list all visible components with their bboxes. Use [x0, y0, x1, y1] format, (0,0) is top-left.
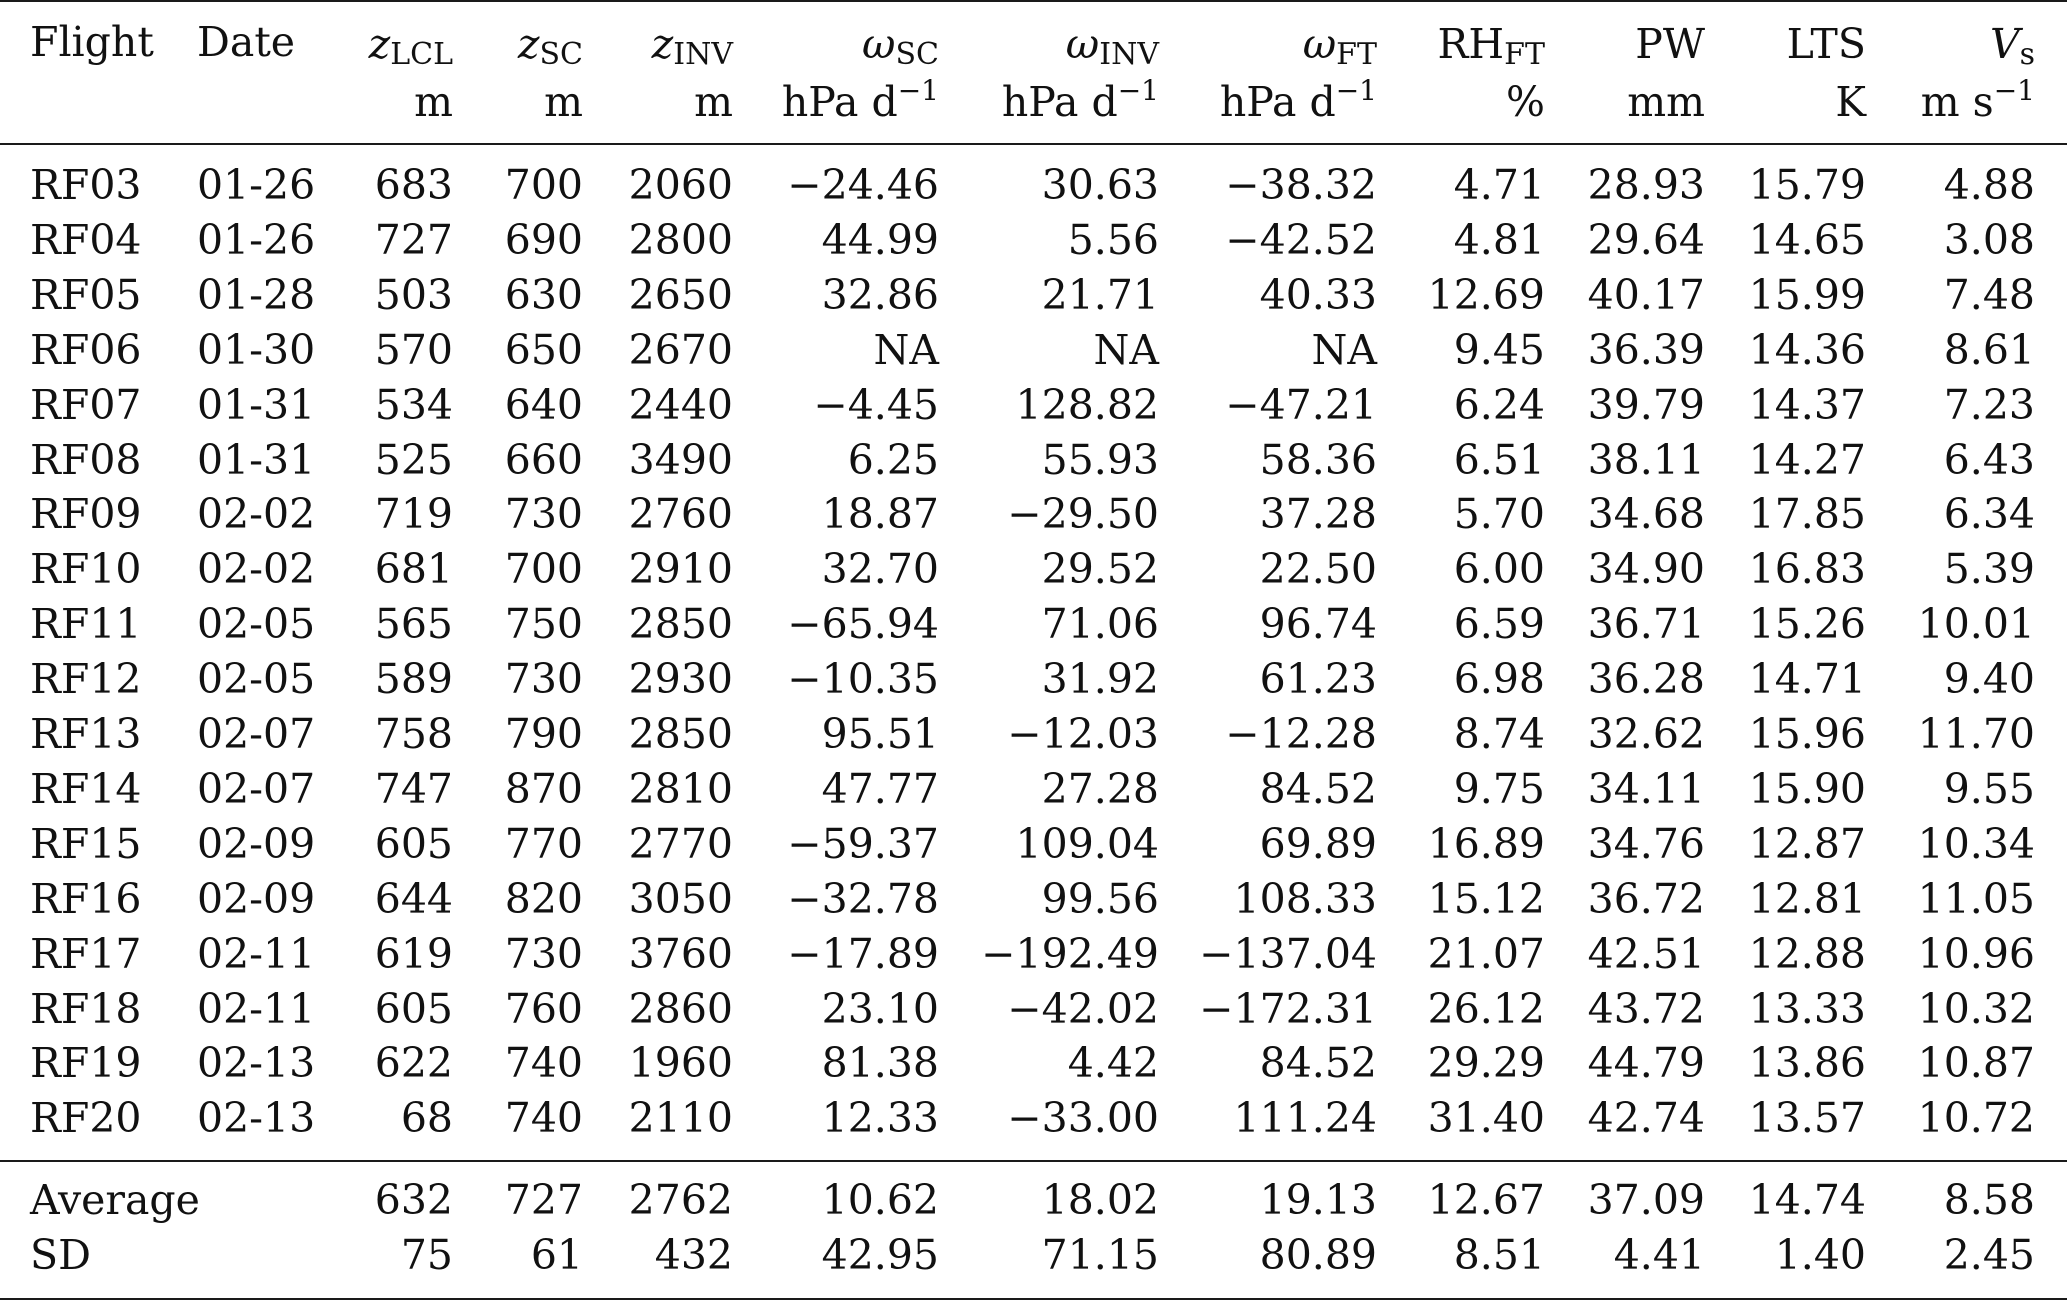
cell-omega-inv: 109.04: [1015, 819, 1159, 868]
cell-omega-inv: 99.56: [1041, 874, 1159, 923]
cell-rh-ft: 6.51: [1453, 435, 1545, 484]
header-omega-sc-subscript: SC: [895, 37, 939, 72]
cell-omega-sc: −32.78: [787, 874, 939, 923]
cell-omega-inv: −12.03: [1007, 710, 1159, 758]
cell-date: 01-28: [197, 270, 316, 319]
cell-z-inv: 1960: [628, 1039, 733, 1088]
cell-z-inv: 2800: [628, 215, 733, 264]
cell-pw: 29.64: [1587, 215, 1705, 264]
cell-omega-inv: 71.15: [1041, 1231, 1159, 1279]
header-omega-sc-unit: [781, 74, 939, 126]
cell-lts: 1.40: [1774, 1231, 1866, 1279]
cell-vs: 9.40: [1943, 655, 2035, 704]
cell-lts: 15.26: [1748, 600, 1866, 649]
cell-omega-inv: 71.06: [1041, 600, 1159, 649]
cell-omega-sc: 47.77: [821, 764, 939, 813]
cell-omega-inv: 18.02: [1041, 1176, 1159, 1224]
cell-omega-ft: −42.52: [1225, 215, 1377, 264]
header-rh-ft-unit: %: [1506, 78, 1545, 126]
header-omega-ft-unit: [1219, 74, 1377, 126]
cell-omega-sc: 6.25: [847, 435, 939, 484]
cell-z-sc: 61: [530, 1231, 583, 1279]
cell-omega-ft: 108.33: [1233, 874, 1377, 923]
cell-pw: 44.79: [1587, 1039, 1705, 1088]
cell-vs: 2.45: [1943, 1231, 2035, 1279]
cell-vs: 7.23: [1943, 380, 2035, 429]
cell-z-sc: 730: [504, 929, 583, 978]
cell-pw: 36.28: [1587, 655, 1705, 704]
header-vs-symbol: V: [1989, 20, 2020, 68]
cell-omega-ft: 84.52: [1259, 1039, 1377, 1088]
cell-omega-inv: −33.00: [1007, 1094, 1159, 1143]
cell-omega-sc: −24.46: [787, 161, 939, 209]
cell-omega-inv: 31.92: [1041, 655, 1159, 704]
cell-vs: 6.43: [1943, 435, 2035, 484]
cell-omega-inv: −42.02: [1007, 984, 1159, 1033]
cell-date: 02-02: [197, 490, 316, 539]
cell-pw: 38.11: [1587, 435, 1705, 484]
cell-z-lcl: 525: [374, 435, 453, 484]
header-omega-ft-unit-exponent: −1: [1335, 74, 1377, 107]
cell-z-lcl: 68: [400, 1094, 453, 1143]
cell-lts: 13.86: [1748, 1039, 1866, 1088]
cell-z-lcl: 565: [374, 600, 453, 649]
cell-lts: 16.83: [1748, 545, 1866, 594]
cell-z-sc: 770: [504, 819, 583, 868]
cell-lts: 14.71: [1748, 655, 1866, 704]
cell-pw: 43.72: [1587, 984, 1705, 1033]
cell-flight: RF04: [30, 215, 142, 264]
cell-omega-inv: 27.28: [1041, 764, 1159, 813]
cell-rh-ft: 6.59: [1453, 600, 1545, 649]
header-z-sc-subscript: SC: [539, 37, 583, 72]
header-omega-inv-subscript: INV: [1099, 37, 1159, 72]
cell-z-sc: 760: [504, 984, 583, 1033]
cell-z-sc: 740: [504, 1039, 583, 1088]
cell-omega-inv: 128.82: [1015, 380, 1159, 429]
cell-flight: RF18: [30, 984, 142, 1033]
cell-omega-sc: −65.94: [787, 600, 939, 649]
header-omega-inv-unit: [1001, 74, 1159, 126]
cell-vs: 8.58: [1943, 1176, 2035, 1224]
cell-z-inv: 2670: [628, 325, 733, 374]
cell-vs: 3.08: [1943, 215, 2035, 264]
cell-pw: 42.51: [1587, 929, 1705, 978]
cell-lts: 12.81: [1748, 874, 1866, 923]
cell-z-lcl: 747: [374, 764, 453, 813]
cell-omega-ft: −172.31: [1199, 984, 1377, 1033]
cell-z-lcl: 719: [374, 490, 453, 539]
cell-omega-ft: 37.28: [1259, 490, 1377, 539]
cell-vs: 4.88: [1943, 161, 2035, 209]
cell-omega-sc: NA: [873, 325, 939, 374]
cell-rh-ft: 12.69: [1427, 270, 1545, 319]
cell-z-sc: 750: [504, 600, 583, 649]
cell-date: 02-02: [197, 545, 316, 594]
cell-vs: 10.32: [1917, 984, 2035, 1033]
cell-vs: 10.87: [1917, 1039, 2035, 1088]
cell-z-sc: 630: [504, 270, 583, 319]
cell-rh-ft: 12.67: [1427, 1176, 1545, 1224]
cell-z-sc: 700: [504, 161, 583, 209]
cell-omega-sc: −10.35: [787, 655, 939, 704]
cell-z-lcl: 589: [374, 655, 453, 704]
cell-flight: RF08: [30, 435, 142, 484]
cell-omega-ft: −12.28: [1225, 710, 1377, 758]
cell-z-inv: 2650: [628, 270, 733, 319]
cell-z-inv: 2860: [628, 984, 733, 1033]
cell-lts: 14.27: [1748, 435, 1866, 484]
cell-pw: 34.90: [1587, 545, 1705, 594]
cell-pw: 40.17: [1587, 270, 1705, 319]
cell-lts: 12.88: [1748, 929, 1866, 978]
cell-vs: 11.05: [1917, 874, 2035, 923]
cell-rh-ft: 5.70: [1453, 490, 1545, 539]
cell-z-inv: 2762: [628, 1176, 733, 1224]
cell-date: 02-11: [197, 929, 316, 978]
cell-omega-inv: 21.71: [1041, 270, 1159, 319]
cell-omega-ft: 61.23: [1259, 655, 1377, 704]
cell-pw: 36.39: [1587, 325, 1705, 374]
cell-z-lcl: 619: [374, 929, 453, 978]
cell-pw: 36.72: [1587, 874, 1705, 923]
header-pw: PW: [1635, 20, 1705, 68]
cell-z-lcl: 570: [374, 325, 453, 374]
cell-rh-ft: 9.75: [1453, 764, 1545, 813]
cell-omega-ft: 69.89: [1259, 819, 1377, 868]
cell-z-lcl: 622: [374, 1039, 453, 1088]
header-z-inv-unit: m: [694, 78, 733, 126]
cell-z-sc: 640: [504, 380, 583, 429]
cell-lts: 15.96: [1748, 710, 1866, 758]
header-vs-unit: [1920, 74, 2035, 126]
cell-flight: RF20: [30, 1094, 142, 1143]
cell-date: 01-31: [197, 435, 316, 484]
cell-flight: RF11: [30, 600, 142, 649]
cell-omega-ft: 58.36: [1259, 435, 1377, 484]
header-vs: [1989, 20, 2035, 72]
cell-date: 02-07: [197, 710, 316, 758]
cell-lts: 12.87: [1748, 819, 1866, 868]
cell-omega-ft: −47.21: [1225, 380, 1377, 429]
cell-z-inv: 2930: [628, 655, 733, 704]
cell-z-lcl: 75: [400, 1231, 453, 1279]
header-vs-unit-text: m s: [1920, 78, 1994, 126]
cell-vs: 6.34: [1943, 490, 2035, 539]
cell-rh-ft: 4.81: [1453, 215, 1545, 264]
cell-omega-sc: 12.33: [821, 1094, 939, 1143]
header-omega-sc-unit-text: hPa d: [781, 78, 898, 126]
header-omega-sc-unit-exponent: −1: [897, 74, 939, 107]
cell-vs: 9.55: [1943, 764, 2035, 813]
cell-date: 01-30: [197, 325, 316, 374]
cell-flight: RF12: [30, 655, 142, 704]
cell-rh-ft: 16.89: [1427, 819, 1545, 868]
cell-lts: 15.99: [1748, 270, 1866, 319]
header-z-sc: [517, 20, 583, 72]
cell-rh-ft: 6.24: [1453, 380, 1545, 429]
cell-flight: RF03: [30, 161, 142, 209]
cell-date: 02-07: [197, 764, 316, 813]
cell-flight: RF16: [30, 874, 142, 923]
cell-rh-ft: 15.12: [1427, 874, 1545, 923]
cell-z-lcl: 758: [374, 710, 453, 758]
cell-flight: RF14: [30, 764, 142, 813]
cell-omega-inv: 5.56: [1067, 215, 1159, 264]
cell-pw: 37.09: [1587, 1176, 1705, 1224]
cell-omega-sc: −59.37: [787, 819, 939, 868]
cell-z-lcl: 683: [374, 161, 453, 209]
cell-z-sc: 660: [504, 435, 583, 484]
cell-flight: Average: [30, 1176, 200, 1224]
header-z-sc-unit: m: [544, 78, 583, 126]
cell-z-sc: 690: [504, 215, 583, 264]
header-flight: Flight: [30, 18, 154, 66]
cell-flight: SD: [30, 1231, 91, 1279]
header-rh-ft: [1437, 20, 1545, 72]
cell-date: 02-13: [197, 1094, 316, 1143]
cell-z-lcl: 605: [374, 984, 453, 1033]
header-omega-sc-symbol: ω: [862, 20, 896, 68]
cell-z-sc: 820: [504, 874, 583, 923]
cell-omega-ft: 80.89: [1259, 1231, 1377, 1279]
cell-z-inv: 3760: [628, 929, 733, 978]
cell-rh-ft: 9.45: [1453, 325, 1545, 374]
cell-omega-inv: NA: [1093, 325, 1159, 374]
header-vs-unit-exponent: −1: [1993, 74, 2035, 107]
cell-omega-sc: −17.89: [787, 929, 939, 978]
cell-rh-ft: 26.12: [1427, 984, 1545, 1033]
cell-z-inv: 2760: [628, 490, 733, 539]
header-omega-ft-symbol: ω: [1302, 20, 1337, 68]
cell-z-lcl: 681: [374, 545, 453, 594]
cell-lts: 15.90: [1748, 764, 1866, 813]
header-omega-ft: [1302, 20, 1377, 72]
cell-z-lcl: 534: [374, 380, 453, 429]
cell-omega-sc: 44.99: [821, 215, 939, 264]
top-rule: [0, 0, 2067, 2]
cell-flight: RF17: [30, 929, 142, 978]
cell-date: 02-05: [197, 600, 316, 649]
cell-z-inv: 3050: [628, 874, 733, 923]
header-z-inv-subscript: INV: [673, 37, 733, 72]
cell-date: 02-13: [197, 1039, 316, 1088]
cell-omega-inv: 29.52: [1041, 545, 1159, 594]
cell-pw: 34.76: [1587, 819, 1705, 868]
cell-date: 01-31: [197, 380, 316, 429]
cell-pw: 36.71: [1587, 600, 1705, 649]
cell-pw: 39.79: [1587, 380, 1705, 429]
cell-z-inv: 2110: [628, 1094, 733, 1143]
header-omega-inv-unit-text: hPa d: [1001, 78, 1118, 126]
cell-omega-sc: 81.38: [821, 1039, 939, 1088]
cell-omega-sc: 95.51: [821, 710, 939, 758]
cell-z-sc: 740: [504, 1094, 583, 1143]
cell-flight: RF09: [30, 490, 142, 539]
cell-omega-sc: 32.70: [821, 545, 939, 594]
header-lts-unit: K: [1835, 78, 1866, 126]
cell-z-inv: 432: [654, 1231, 733, 1279]
cell-z-sc: 730: [504, 490, 583, 539]
cell-pw: 34.11: [1587, 764, 1705, 813]
cell-flight: RF06: [30, 325, 142, 374]
cell-date: 02-09: [197, 819, 316, 868]
header-rh-ft-subscript: FT: [1504, 37, 1545, 72]
cell-z-inv: 2810: [628, 764, 733, 813]
cell-z-inv: 2770: [628, 819, 733, 868]
cell-omega-inv: 30.63: [1041, 161, 1159, 209]
cell-date: 02-09: [197, 874, 316, 923]
cell-vs: 5.39: [1943, 545, 2035, 594]
cell-omega-sc: 18.87: [821, 490, 939, 539]
cell-omega-ft: 40.33: [1259, 270, 1377, 319]
header-date: Date: [197, 18, 296, 66]
cell-lts: 13.33: [1748, 984, 1866, 1033]
cell-omega-inv: −29.50: [1007, 490, 1159, 539]
cell-z-inv: 2440: [628, 380, 733, 429]
cell-vs: 10.96: [1917, 929, 2035, 978]
cell-omega-ft: −38.32: [1225, 161, 1377, 209]
cell-omega-inv: 55.93: [1041, 435, 1159, 484]
header-pw-unit: mm: [1627, 78, 1705, 126]
cell-vs: 7.48: [1943, 270, 2035, 319]
cell-rh-ft: 21.07: [1427, 929, 1545, 978]
cell-date: 01-26: [197, 215, 316, 264]
header-vs-subscript: s: [2019, 37, 2035, 72]
header-z-inv-symbol: z: [651, 20, 674, 68]
cell-lts: 14.37: [1748, 380, 1866, 429]
cell-vs: 11.70: [1917, 710, 2035, 758]
bottom-rule: [0, 1298, 2067, 1300]
cell-omega-sc: 10.62: [821, 1176, 939, 1224]
cell-z-lcl: 632: [374, 1176, 453, 1224]
cell-flight: RF05: [30, 270, 142, 319]
cell-z-inv: 2910: [628, 545, 733, 594]
cell-omega-sc: 42.95: [821, 1231, 939, 1279]
cell-rh-ft: 4.71: [1453, 161, 1545, 209]
header-z-lcl-symbol: z: [368, 20, 391, 68]
header-omega-sc: [862, 20, 939, 72]
cell-rh-ft: 6.00: [1453, 545, 1545, 594]
cell-lts: 13.57: [1748, 1094, 1866, 1143]
cell-z-sc: 730: [504, 655, 583, 704]
cell-z-sc: 870: [504, 764, 583, 813]
header-z-lcl-subscript: LCL: [390, 37, 453, 72]
header-omega-ft-unit-text: hPa d: [1219, 78, 1336, 126]
cell-omega-ft: NA: [1311, 325, 1377, 374]
cell-flight: RF07: [30, 380, 142, 429]
cell-rh-ft: 6.98: [1453, 655, 1545, 704]
cell-pw: 4.41: [1613, 1231, 1705, 1279]
cell-omega-ft: 96.74: [1259, 600, 1377, 649]
cell-z-inv: 2850: [628, 710, 733, 758]
cell-pw: 32.62: [1587, 710, 1705, 758]
cell-vs: 8.61: [1943, 325, 2035, 374]
cell-z-lcl: 644: [374, 874, 453, 923]
cell-omega-ft: 22.50: [1259, 545, 1377, 594]
header-omega-inv-unit-exponent: −1: [1117, 74, 1159, 107]
summary-rule: [0, 1160, 2067, 1162]
cell-rh-ft: 8.74: [1453, 710, 1545, 758]
header-omega-ft-subscript: FT: [1336, 37, 1377, 72]
cell-omega-inv: 4.42: [1067, 1039, 1159, 1088]
header-omega-inv-symbol: ω: [1065, 20, 1100, 68]
cell-lts: 17.85: [1748, 490, 1866, 539]
cell-vs: 10.01: [1917, 600, 2035, 649]
cell-lts: 14.65: [1748, 215, 1866, 264]
cell-lts: 14.74: [1748, 1176, 1866, 1224]
cell-pw: 28.93: [1587, 161, 1705, 209]
cell-omega-sc: 32.86: [821, 270, 939, 319]
cell-rh-ft: 31.40: [1427, 1094, 1545, 1143]
cell-vs: 10.72: [1917, 1094, 2035, 1143]
cell-flight: RF19: [30, 1039, 142, 1088]
cell-omega-ft: 19.13: [1259, 1176, 1377, 1224]
header-z-lcl-unit: m: [414, 78, 453, 126]
cell-z-lcl: 605: [374, 819, 453, 868]
cell-z-sc: 790: [504, 710, 583, 758]
header-z-inv: [651, 20, 733, 72]
header-z-lcl: [368, 20, 453, 72]
cell-flight: RF10: [30, 545, 142, 594]
cell-date: 02-11: [197, 984, 316, 1033]
header-rh-ft-symbol: RH: [1437, 20, 1505, 68]
cell-omega-ft: 84.52: [1259, 764, 1377, 813]
cell-z-sc: 727: [504, 1176, 583, 1224]
header-lts: LTS: [1786, 20, 1866, 68]
cell-z-sc: 650: [504, 325, 583, 374]
cell-omega-inv: −192.49: [981, 929, 1159, 978]
header-z-sc-symbol: z: [517, 20, 540, 68]
cell-z-lcl: 503: [374, 270, 453, 319]
cell-flight: RF15: [30, 819, 142, 868]
header-rule: [0, 143, 2067, 145]
cell-pw: 34.68: [1587, 490, 1705, 539]
cell-lts: 15.79: [1748, 161, 1866, 209]
cell-rh-ft: 29.29: [1427, 1039, 1545, 1088]
cell-rh-ft: 8.51: [1453, 1231, 1545, 1279]
cell-flight: RF13: [30, 710, 142, 758]
cell-z-sc: 700: [504, 545, 583, 594]
cell-z-inv: 2850: [628, 600, 733, 649]
cell-omega-ft: −137.04: [1199, 929, 1377, 978]
cell-z-inv: 2060: [628, 161, 733, 209]
cell-date: 02-05: [197, 655, 316, 704]
cell-lts: 14.36: [1748, 325, 1866, 374]
cell-z-lcl: 727: [374, 215, 453, 264]
cell-vs: 10.34: [1917, 819, 2035, 868]
cell-z-inv: 3490: [628, 435, 733, 484]
cell-pw: 42.74: [1587, 1094, 1705, 1143]
header-omega-inv: [1065, 20, 1159, 72]
cell-omega-sc: 23.10: [821, 984, 939, 1033]
cell-omega-ft: 111.24: [1233, 1094, 1377, 1143]
cell-date: 01-26: [197, 161, 316, 209]
cell-omega-sc: −4.45: [813, 380, 939, 429]
